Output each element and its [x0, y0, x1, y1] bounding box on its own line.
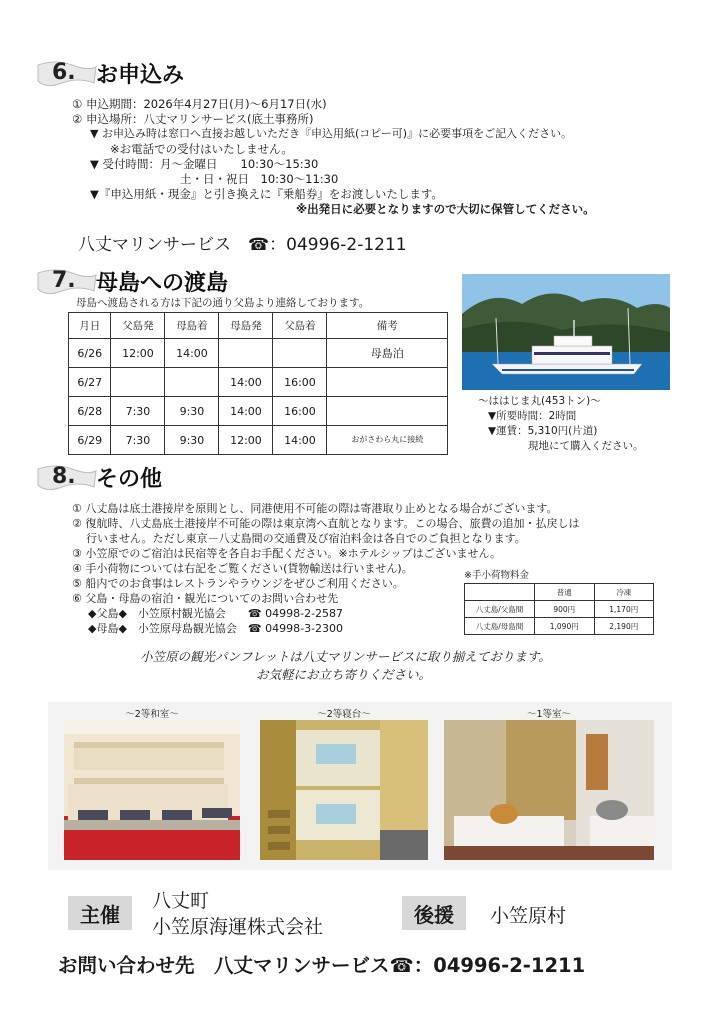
host-label: 主催: [68, 896, 132, 930]
text-line: ※お電話での受付はいたしません。: [110, 142, 293, 156]
support-label: 後援: [402, 896, 466, 930]
ship-name: ～ははじま丸(453トン)～: [478, 395, 601, 407]
ferry-schedule-table: [68, 312, 448, 455]
ship-fare: ▼運賃：5,310円(片道): [488, 425, 598, 437]
section-title: 母島への渡島: [96, 270, 229, 296]
table-cell: 12:00: [111, 339, 165, 368]
section-number: 6.: [52, 60, 76, 85]
table-header: 母島発: [219, 313, 273, 339]
table-header: 冷凍: [594, 584, 654, 601]
table-cell: [327, 368, 448, 397]
text-line: ④ 手小荷物については右記をご覧ください(貨物輸送は行いません)。: [72, 562, 413, 575]
text-line: ② 復航時、八丈島底土港接岸不可能の際は東京湾へ直航となります。この場合、旅費の追加・払戻しは: [72, 517, 580, 530]
cabin-photo-2nd-japanese: [64, 720, 240, 860]
table-cell: 1,170円: [594, 601, 654, 618]
text-line: ▼ 受付時間：月～金曜日 10:30～15:30: [90, 157, 319, 171]
table-header: 月日: [69, 313, 111, 339]
cabin-photo-1st-class: [444, 720, 654, 860]
text-line: 母島へ渡島される方は下記の通り父島より連絡しております。: [76, 297, 370, 309]
table-cell: [165, 368, 219, 397]
text-line: ① 八丈島は底土港接岸を原則とし、同港使用不可能の際は寄港取り止めとなる場合がございます。: [72, 502, 558, 515]
table-cell: 6/27: [69, 368, 111, 397]
support-name: 小笠原村: [490, 905, 567, 927]
table-cell: 1,090円: [535, 618, 595, 635]
photo-caption: ～2等寝台～: [317, 709, 371, 720]
section-number: 7.: [52, 268, 76, 293]
table-header: [465, 584, 535, 601]
ship-duration: ▼所要時間：2時間: [488, 410, 577, 422]
section-6-heading: [36, 58, 184, 88]
text-line: ※出発日に必要となりますので大切に保管してください。: [296, 202, 595, 216]
text-line: ◆母島◆ 小笠原母島観光協会 ☎ 04998-3-2300: [88, 622, 344, 635]
table-cell: 母島泊: [327, 339, 448, 368]
table-cell: 2,190円: [594, 618, 654, 635]
table-header: 母島着: [165, 313, 219, 339]
text-line: ③ 小笠原でのご宿泊は民宿等を各自お手配ください。※ホテルシップはございません。: [72, 547, 502, 560]
text-line: ▼ お申込み時は窓口へ直接お越しいただき『申込用紙(コピー可)』に必要事項をご記入ください。: [90, 127, 573, 140]
text-line: ◆父島◆ 小笠原村観光協会 ☎ 04998-2-2587: [88, 607, 344, 620]
table-cell: おがさわら丸に接続: [327, 426, 448, 455]
table-cell: 9:30: [165, 426, 219, 455]
ship-purchase-note: 現地にて購入ください。: [528, 440, 644, 452]
section-8-heading: [36, 462, 162, 492]
photo-caption: ～1等室～: [526, 709, 572, 720]
section-title: その他: [96, 466, 163, 492]
table-cell: 6/29: [69, 426, 111, 455]
host-name: 小笠原海運株式会社: [152, 916, 324, 938]
section-7-heading: [36, 266, 228, 296]
table-row: [69, 339, 448, 368]
table-row: [465, 618, 654, 635]
table-cell: 7:30: [111, 426, 165, 455]
table-header: 備考: [327, 313, 448, 339]
table-cell: 9:30: [165, 397, 219, 426]
table-cell: [327, 397, 448, 426]
table-cell: 16:00: [273, 397, 327, 426]
baggage-fee-table: [464, 583, 654, 635]
text-line: ② 申込場所：八丈マリンサービス(底土事務所): [72, 112, 314, 126]
contact-line: 八丈マリンサービス ☎：04996-2-1211: [78, 235, 407, 255]
flag-icon: [36, 267, 98, 295]
table-row: [69, 426, 448, 455]
ship-photo: [462, 274, 670, 390]
fee-table-title: ※手小荷物料金: [464, 570, 529, 581]
table-cell: 6/28: [69, 397, 111, 426]
text-line: ⑤ 船内でのお食事はレストランやラウンジをぜひご利用ください。: [72, 577, 404, 590]
flag-icon: [36, 59, 98, 87]
table-cell: 14:00: [219, 397, 273, 426]
section-number: 8.: [52, 464, 76, 489]
table-cell: [219, 339, 273, 368]
table-cell: [111, 368, 165, 397]
cabin-photo-2nd-berth: [260, 720, 428, 860]
pamphlet-note: お気軽にお立ち寄りください。: [256, 667, 432, 682]
table-cell: 7:30: [111, 397, 165, 426]
table-cell: 16:00: [273, 368, 327, 397]
text-line: ⑥ 父島・母島の宿泊・観光についてのお問い合わせ先: [72, 592, 339, 605]
table-header: 父島発: [111, 313, 165, 339]
photo-caption: ～2等和室～: [125, 709, 179, 720]
table-cell: 900円: [535, 601, 595, 618]
table-cell: 八丈島/父島間: [465, 601, 535, 618]
table-header: 普通: [535, 584, 595, 601]
table-row: [69, 368, 448, 397]
table-cell: [273, 339, 327, 368]
table-cell: 八丈島/母島間: [465, 618, 535, 635]
host-name: 八丈町: [152, 890, 210, 912]
table-cell: 14:00: [273, 426, 327, 455]
table-cell: 14:00: [165, 339, 219, 368]
table-cell: 14:00: [219, 368, 273, 397]
flag-icon: [36, 463, 98, 491]
text-line: 土・日・祝日 10:30～11:30: [180, 172, 339, 186]
table-header: 父島着: [273, 313, 327, 339]
table-row: [69, 397, 448, 426]
inquiry-line: お問い合わせ先 八丈マリンサービス☎：04996-2-1211: [58, 954, 586, 977]
text-line: 行いません。ただし東京－八丈島間の交通費及び宿泊料金は各自でのご負担となります。: [86, 532, 526, 545]
text-line: ▼『申込用紙・現金』と引き換えに『乗船券』をお渡しいたします。: [90, 187, 443, 201]
section-title: お申込み: [96, 62, 185, 88]
table-cell: 6/26: [69, 339, 111, 368]
pamphlet-note: 小笠原の観光パンフレットは八丈マリンサービスに取り揃えております。: [140, 649, 551, 664]
text-line: ① 申込期間：2026年4月27日(月)～6月17日(水): [72, 97, 327, 111]
table-cell: 12:00: [219, 426, 273, 455]
table-row: [465, 601, 654, 618]
